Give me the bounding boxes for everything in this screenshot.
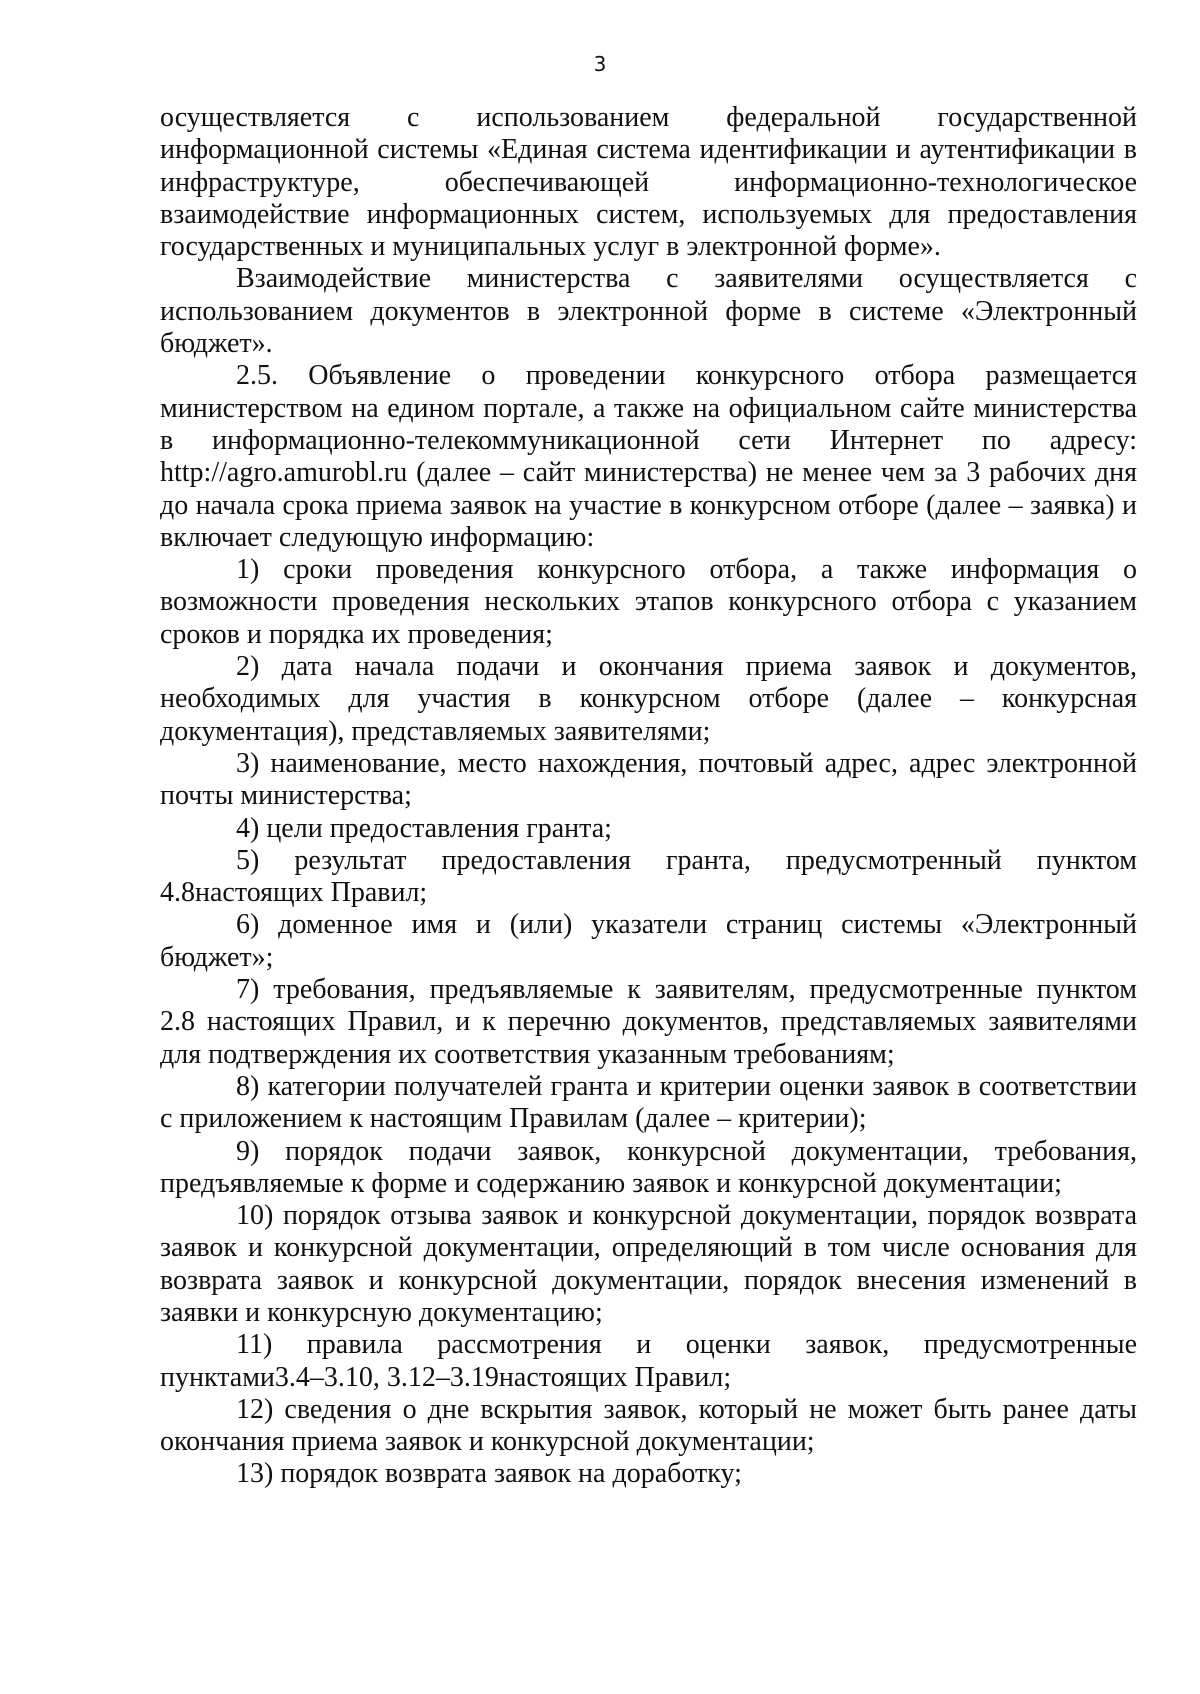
list-item-13: 13) порядок возврата заявок на доработку; bbox=[236, 1458, 742, 1490]
list-item-3: 3) наименование, место нахождения, почтовый адрес, адрес электронной почты министерства; bbox=[160, 747, 1137, 812]
list-item-2: 2) дата начала подачи и окончания приема заявок и документов, необходимых для участия в конкурсном отборе (далее – конкурсная документация), представляемых заявителями; bbox=[160, 651, 1137, 747]
list-item-4: 4) цели предоставления гранта; bbox=[236, 812, 612, 844]
list-item-5: 5) результат предоставления гранта, предусмотренный пунктом 4.8настоящих Правил; bbox=[160, 844, 1137, 909]
list-item-6: 6) доменное имя и (или) указатели страниц системы «Электронный бюджет»; bbox=[160, 909, 1137, 973]
list-item-9: 9) порядок подачи заявок, конкурсной документации, требования, предъявляемые к форме и содержанию заявок и конкурсной документации; bbox=[160, 1135, 1137, 1199]
list-item-1: 1) сроки проведения конкурсного отбора, а также информация о возможности проведения нескольких этапов конкурсного отбора с указанием сроков и порядка их проведения; bbox=[160, 554, 1137, 650]
page-number: 3 bbox=[593, 52, 607, 76]
list-item-12: 12) сведения о дне вскрытия заявок, который не может быть ранее даты окончания приема заявок и конкурсной документации; bbox=[160, 1393, 1137, 1458]
document-body bbox=[160, 102, 1137, 1491]
list-item-10: 10) порядок отзыва заявок и конкурсной документации, порядок возврата заявок и конкурсной документации, определяющий в том числе основания для возврата заявок и конкурсной документации, порядок внесения изменений в заявки и конкурсную документацию; bbox=[160, 1200, 1137, 1328]
list-item-7: 7) требования, предъявляемые к заявителям, предусмотренные пунктом 2.8 настоящих Правил, и к перечню документов, представляемых заявителями для подтверждения их соответствия указанным требованиям; bbox=[160, 974, 1137, 1070]
paragraph-2-5: 2.5. Объявление о проведении конкурсного отбора размещается министерством на едином портале, а также на официальном сайте министерства в информационно-телекоммуникационной сети Интернет по адресу: http://agro.amurobl.ru (далее – сайт министерства) не менее чем за 3 рабочих дня до начала срока приема заявок на участие в конкурсном отборе (далее – заявка) и включает следующую информацию: bbox=[160, 360, 1137, 553]
list-item-11: 11) правила рассмотрения и оценки заявок, предусмотренные пунктами3.4–3.10, 3.12–3.19настоящих Правил; bbox=[160, 1329, 1137, 1393]
list-item-8: 8) категории получателей гранта и критерии оценки заявок в соответствии с приложением к настоящим Правилам (далее – критерии); bbox=[160, 1070, 1137, 1135]
paragraph-interaction: Взаимодействие министерства с заявителями осуществляется с использованием документов в электронной форме в системе «Электронный бюджет». bbox=[160, 263, 1137, 360]
paragraph-continuation: осуществляется с использованием федеральной государственной информационной системы «Единая система идентификации и аутентификации в инфраструктуре, обеспечивающей информационно-технологическое взаимодействие информационных систем, используемых для предоставления государственных и муниципальных услуг в электронной форме». bbox=[160, 102, 1137, 263]
